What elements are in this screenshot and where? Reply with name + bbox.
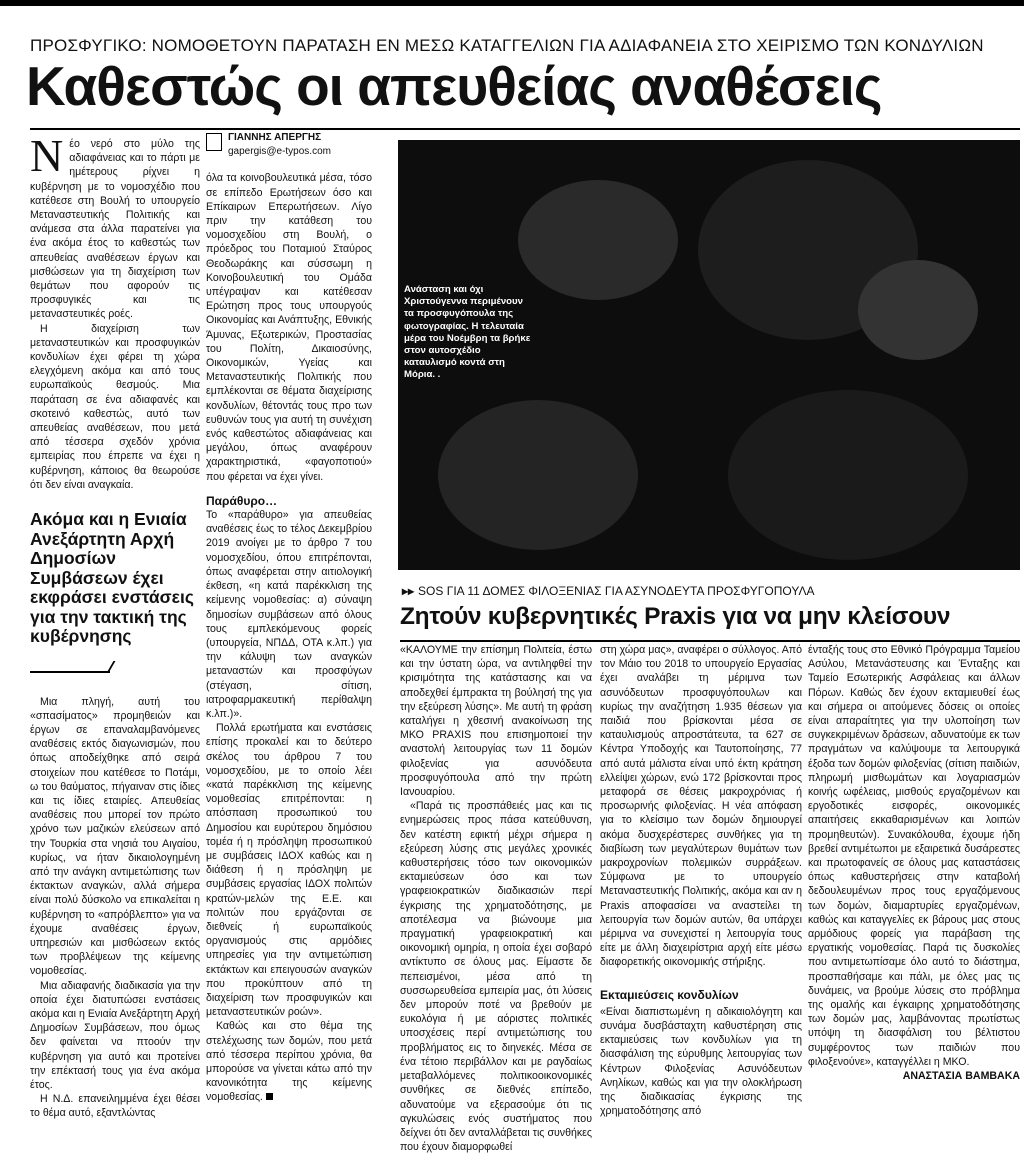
- paragraph: «Είναι διαπιστωμένη η αδικαιολόγητη και συνάμα δυσβάσταχτη καθυστέρηση στις εκταμιεύσεις των κονδυλίων για τη διασφάλιση της εύρυθμης λειτουργίας των Κέντρων Φιλοξενίας Ασυνόδευτων Ανηλίκων, καθώς και για την ολοκλήρωση της διαδικασίας έγκρισης της χρηματοδότησης από: [600, 1005, 802, 1118]
- paragraph: Η Ν.Δ. επανειλημμένα έχει θέσει το θέμα αυτό, εξαντλώντας: [30, 1093, 200, 1120]
- subheading: Εκταμιεύσεις κονδυλίων: [600, 987, 739, 1002]
- author-icon: [206, 133, 222, 151]
- paragraph: ένταξής τους στο Εθνικό Πρόγραμμα Ταμείου Ασύλου, Μετανάστευσης και Ένταξης και Ταμείο Εσωτερικής Ασφάλειας και άλλων Πόρων. Καθώς δεν έχουν εκταμιευθεί έως και σήμερα οι αιτούμενες δόσεις οι οποίες είναι απαραίτητες για την υλοποίηση των συγκεκριμένων δράσεων, αδυνατούμε εκ των πραγμάτων να καλύψουμε τα λειτουργικά έξοδα των δομών φιλοξενίας (σίτιση παιδιών, πληρωμή μισθωμάτων και λογαριασμών κοινής ωφέλειας, μισθούς εργαζομένων και εργοδοτικές εισφορές, οικονομικές απαιτήσεις εκκαθαρισμένων και λοιπών προμηθευτών). Συνακόλουθα, έχουμε ήδη βρεθεί αντιμέτωποι με εξαιρετικά δυσάρεστες και πρωτοφανείς σε όλους μας καταστάσεις όπως καθυστερήσεις στην καταβολή δεδουλευμένων προς τους εργαζόμενους των δομών, διαμαρτυρίες εργαζομένων, καθώς και καταγγελίες εκ βάρους μας στους αρμόδιους φορείς για παράβαση της εργατικής νομοθεσίας. Παρά τις δυσκολίες που αντιμετωπίσαμε όλο αυτό το διάστημα, προσπαθήσαμε και πάλι, με όλες μας τις δυνάμεις, να βρούμε λύσεις στο πρόβλημα της ομαλής και έγκαιρης χρηματοδότησης των δομών μας, λαμβάνοντας πρωτίστως υπόψη τη διασφάλιση του βέλτιστου συμφέροντος των παιδιών που φιλοξενούνε», καταγγέλλει η ΜΚΟ.: [808, 644, 1021, 1068]
- photo-shadow: [728, 390, 968, 560]
- author-name: ΓΙΑΝΝΗΣ ΑΠΕΡΓΗΣ: [228, 132, 322, 143]
- sidebar-headline: Ζητούν κυβερνητικές Praxis για να μην κλείσουν: [400, 603, 951, 630]
- paragraph: Μια αδιαφανής διαδικασία για την οποία έχει διατυπώσει ενστάσεις ακόμα και η Ενιαία Ανεξάρτητη Αρχή Δημοσίων Συμβάσεων, που όμως δεν φαίνεται να πτοούν την κυβέρνηση για αυτό και προτείνει την επέκτασή τους για ένα ακόμα έτος.: [30, 979, 200, 1092]
- author-email: gapergis@e-typos.com: [228, 146, 331, 158]
- double-arrow-icon: ▸▸: [402, 584, 415, 598]
- sidebar-column-1: [400, 643, 592, 1154]
- article-column-2: [206, 131, 372, 1105]
- paragraph: Η διαχείριση των μεταναστευτικών και προσφυγικών κονδυλίων έχει φέρει τη χώρα ελεγχόμενη ακόμα και από τους ευρωπαϊκούς θεσμούς. Μια παράταση σε ένα αδιαφανές και σκοτεινό καθεστώς, αυτό των απευθείας αναθέσεων, που μετά από τέσσερα σχεδόν χρόνια εμπειρίας που έπρεπε να έχει η κυβέρνηση, κάποιος θα θεωρούσε ότι δεν είναι αναγκαία.: [30, 322, 200, 491]
- drop-cap: Ν: [30, 130, 64, 181]
- subheading: Παράθυρο…: [206, 493, 278, 508]
- pull-quote-rule: [30, 661, 150, 683]
- paragraph: όλα τα κοινοβουλευτικά μέσα, τόσο σε επίπεδο Ερωτήσεων όσο και Επίκαιρων Επερωτήσεων. Λίγο πριν την κατάθεση του νομοσχεδίου στη Βουλή, ο πρόεδρος του Ποταμιού Σταύρος Θεοδωράκης και σύσσωμη η Κοινοβουλευτική του Ομάδα υπέγραψαν και κατέθεσαν Ερώτηση προς τους υπουργούς Οικονομίας και Ανάπτυξης, Εθνικής Άμυνας, Εξωτερικών, Προστασίας του Πολίτη, Δικαιοσύνης, Οικονομικών, Υγείας και Μεταναστευτικής Πολιτικής που εμπλέκονται σε θέματα διαχείρισης κονδυλίων, θέτοντάς τους προ των ευθυνών τους για αυτή τη συνέχιση ενός καθεστώτος αδιαφάνειας και μεγάλου, όπως αναφέρουν χαρακτηριστικά, «φαγοποτιού» που φέρεται να έχει γίνει.: [206, 172, 372, 483]
- paragraph: Μια πληγή, αυτή του «σπασίματος» προμηθειών και έργων σε επαναλαμβανόμενες αναθέσεις εκτός διαγωνισμών, που όπως αποδείχθηκε από σειρά στοιχείων που κατέθεσε το Ποτάμι, ω του θαύματος, πήγαιναν στις ίδιες και τις ίδιες εταιρίες. Απευθείας αναθέσεις που μπορεί τον πρώτο χρόνο των μαζικών ελεύσεων από την Τουρκία στα νησιά του Αιγαίου, κυρίως, να ήταν δικαιολογημένη από την ανάγκη αντιμετώπισης των έκτακτων αναγκών, αλλά σήμερα είναι πολύ δύσκολο να επικαλείται η κυβέρνηση το «απρόβλεπτο» για να έχουμε αναθέσεις έργων, υπηρεσιών και μισθώσεων εκτός των προβλέψεων της κείμενης νομοθεσίας.: [30, 695, 200, 978]
- sidebar-kicker: ▸▸ SOS ΓΙΑ 11 ΔΟΜΕΣ ΦΙΛΟΞΕΝΙΑΣ ΓΙΑ ΑΣΥΝΟΔΕΥΤΑ ΠΡΟΣΦΥΓΟΠΟΥΛΑ: [402, 584, 815, 598]
- sidebar-column-3: [808, 643, 1020, 1083]
- paragraph: Καθώς και στο θέμα της στελέχωσης των δομών, που μετά από τέσσερα περίπου χρόνια, θα μπορούσε να γίνεται κάτω από την κανονικότητα της κείμενης νομοθεσίας.: [206, 1020, 372, 1104]
- headline-rule: [30, 128, 1020, 130]
- paragraph: «ΚΑΛΟΥΜΕ την επίσημη Πολιτεία, έστω και την ύστατη ώρα, να αντιληφθεί την κρισιμότητα της κατάστασης και να αποδεχθεί έμπρακτα τη βούλησή της για την εξεύρεση λύσης». Με αυτή τη φράση καταλήγει η χθεσινή ανακοίνωση της ΜΚΟ PRAXIS που επισημοποιεί την αναστολή λειτουργίας των 11 δομών φιλοξενίας για ασυνόδευτα προσφυγόπουλα από την πρώτη Ιανουαρίου.: [400, 644, 592, 799]
- end-mark-icon: [266, 1093, 273, 1100]
- paragraph: «Παρά τις προσπάθειές μας και τις ενημερώσεις προς πάσα κατεύθυνση, δεν κατέστη εφικτή μέχρι σήμερα η εξεύρεση λύσης στις μεγάλες χρονικές καθυστερήσεις τόσο των οικονομικών εκταμιεύσεων όσο και των γραφειοκρατικών διαδικασιών περί έγκρισης της χρηματοδότησης, με αποτέλεσμα να βιώνουμε μια πραγματική γραφειοκρατική και οικονομική ομηρία, η οποία έχει σοβαρό αντίκτυπο σε όλους μας. Είμαστε δε πεπεισμένοι, μέσα από τη συσσωρευθείσα εμπειρία μας, ότι λύσεις δεν μπορούν ποτέ να βρεθούν με ευκολόγια ή με αόριστες πολιτικές υποσχέσεις περί αντιμετώπισης του προβλήματος εις το διηνεκές. Μέσα σε ένα τέτοιο περιβάλλον και με ραγδαίως μεταβαλλόμενες πολιτικοοικονομικές συνθήκες σε διεθνές επίπεδο, αδυνατούμε να εξερασούμε ότι τις αγκυλώσεις ενός συστήματος που δείχνει ότι δεν ανταλλάβεται τις συνθήκες που έχουν διαμορφωθεί: [400, 800, 592, 1154]
- sidebar-rule: [400, 640, 1020, 642]
- top-rule: [0, 0, 1024, 6]
- photo-caption: Ανάσταση και όχι Χριστούγεννα περιμένουν τα προσφυγόπουλα της φωτογραφίας. Η τελευταία μέρα του Νοέμβρη τα βρήκε στον αυτοσχέδιο καταυλισμό κοντά στη Μόρια. .: [404, 284, 531, 381]
- paragraph: Το «παράθυρο» για απευθείας αναθέσεις έως το τέλος Δεκεμβρίου 2019 ανοίγει με το άρθρο 7 του νομοσχεδίου, όπου επιτρέπονται, όπως αναφέρεται στην αιτιολογική έκθεση, «η κατά παρέκκλιση της κείμενης νομοθεσίας: α) σύναψη δημοσίων συμβάσεων από όλους τους εμπλεκόμενους φορείς (υπουργεία, ΝΠΔΔ, ΟΤΑ κ.λπ.) για την κάλυψη των αναγκών μεταναστών και προσφύγων (στέγαση, σίτιση, ιατροφαρμακευτική περίθαλψη κ.λπ.)».: [206, 509, 372, 720]
- signature: ΑΝΑΣΤΑΣΙΑ ΒΑΜΒΑΚΑ: [902, 1070, 1020, 1083]
- paragraph: Πολλά ερωτήματα και ενστάσεις επίσης προκαλεί και το δεύτερο σκέλος του άρθρου 7 του νομοσχεδίου, με το οποίο λέει «κατά παρέκκλιση της κείμενης νομοθεσίας επιτρέπονται: η απόσπαση προσωπικού του Δημοσίου και ευρύτερου δημόσιου τομέα ή η πρόσληψη προσωπικού με συμβάσεις ΙΔΟΧ καθώς και η διάθεση ή η πρόσληψη με συμβάσεις εργασίας ΙΔΟΧ πολιτών κρατών-μελών της Ε.Ε. και πολιτών που εργάζονται σε διεθνείς ή ευρωπαϊκούς οργανισμούς στις αρμόδιες υπηρεσίες για την αντιμετώπιση εκτάκτων και επειγουσών αναγκών που προκύπτουν από τη διαχείριση των προσφυγικών και μεταναστευτικών ροών».: [206, 722, 372, 1019]
- photo-shadow: [438, 400, 638, 550]
- photo-shadow: [518, 180, 678, 300]
- article-headline: Καθεστώς οι απευθείας αναθέσεις: [26, 55, 882, 117]
- lead-paragraph: Νέο νερό στο μύλο της αδιαφάνειας και το πάρτι με ημέτερους ρίχνει η κυβέρνηση με το νομοσχέδιο που κατέθεσε στη Βουλή το υπουργείο Μεταναστευτικής Πολιτικής και ανάμεσα στα άλλα παρατείνει για ένα ακόμα έτος το καθεστώς των απευθείας αναθέσεων έργων και μισθώσεων για τη διαχείριση των θεμάτων που αφορούν τις προσφυγικές και τις μεταναστευτικές ροές.: [30, 130, 200, 321]
- byline: [206, 131, 372, 159]
- paragraph: στη χώρα μας», αναφέρει ο σύλλογος. Από τον Μάιο του 2018 το υπουργείο Εργασίας έχει αναλάβει τη μέριμνα των ασυνόδευτων προσφυγόπουλων και κυρίως την αναζήτηση 1.935 θέσεων για παιδιά που βρίσκονται μέσα σε καταυλισμούς απροστάτευτα, τα 627 σε Κέντρα Υποδοχής και Ταυτοποίησης, 77 από αυτά μάλιστα είναι υπό έκτη κράτηση ελλείψει χώρων, ενώ 172 βρίσκονται προς μεταφορά σε θέσεις μακροχρόνιας ή προσωρινής φιλοξενίας. Η νέα απόφαση για το κλείσιμο των δομών δημιουργεί ακόμα δυσχερέστερες συνθήκες για τη διαβίωση των μεγαλύτερων θυμάτων των μακροχρονίων πολεμικών συρράξεων. Σύμφωνα με το υπουργείο Μεταναστευτικής Πολιτικής, ακόμα και αν η Praxis αποφασίσει να αναστείλει τη λειτουργία των δομών αυτών, θα υπάρχει μέριμνα να συνεχιστεί η λειτουργία τους είτε με άλλη διαχειρίστρια αρχή είτε μέσω διαφορετικής οικονομικής στήριξης.: [600, 644, 802, 969]
- article-kicker: ΠΡΟΣΦΥΓΙΚΟ: ΝΟΜΟΘΕΤΟΥΝ ΠΑΡΑΤΑΣΗ ΕΝ ΜΕΣΩ ΚΑΤΑΓΓΕΛΙΩΝ ΓΙΑ ΑΔΙΑΦΑΝΕΙΑ ΣΤΟ ΧΕΙΡΙΣΜΟ ΤΩΝ ΚΟΝΔΥΛΙΩΝ: [30, 36, 984, 55]
- photo-shadow: [858, 260, 978, 360]
- pull-quote: Ακόμα και η Ενιαία Ανεξάρτητη Αρχή Δημοσίων Συμβάσεων έχει εκφράσει ενστάσεις για την τακτική της κυβέρνησης: [30, 509, 194, 647]
- article-column-1: [30, 130, 200, 1121]
- sidebar-column-2: [600, 643, 802, 1119]
